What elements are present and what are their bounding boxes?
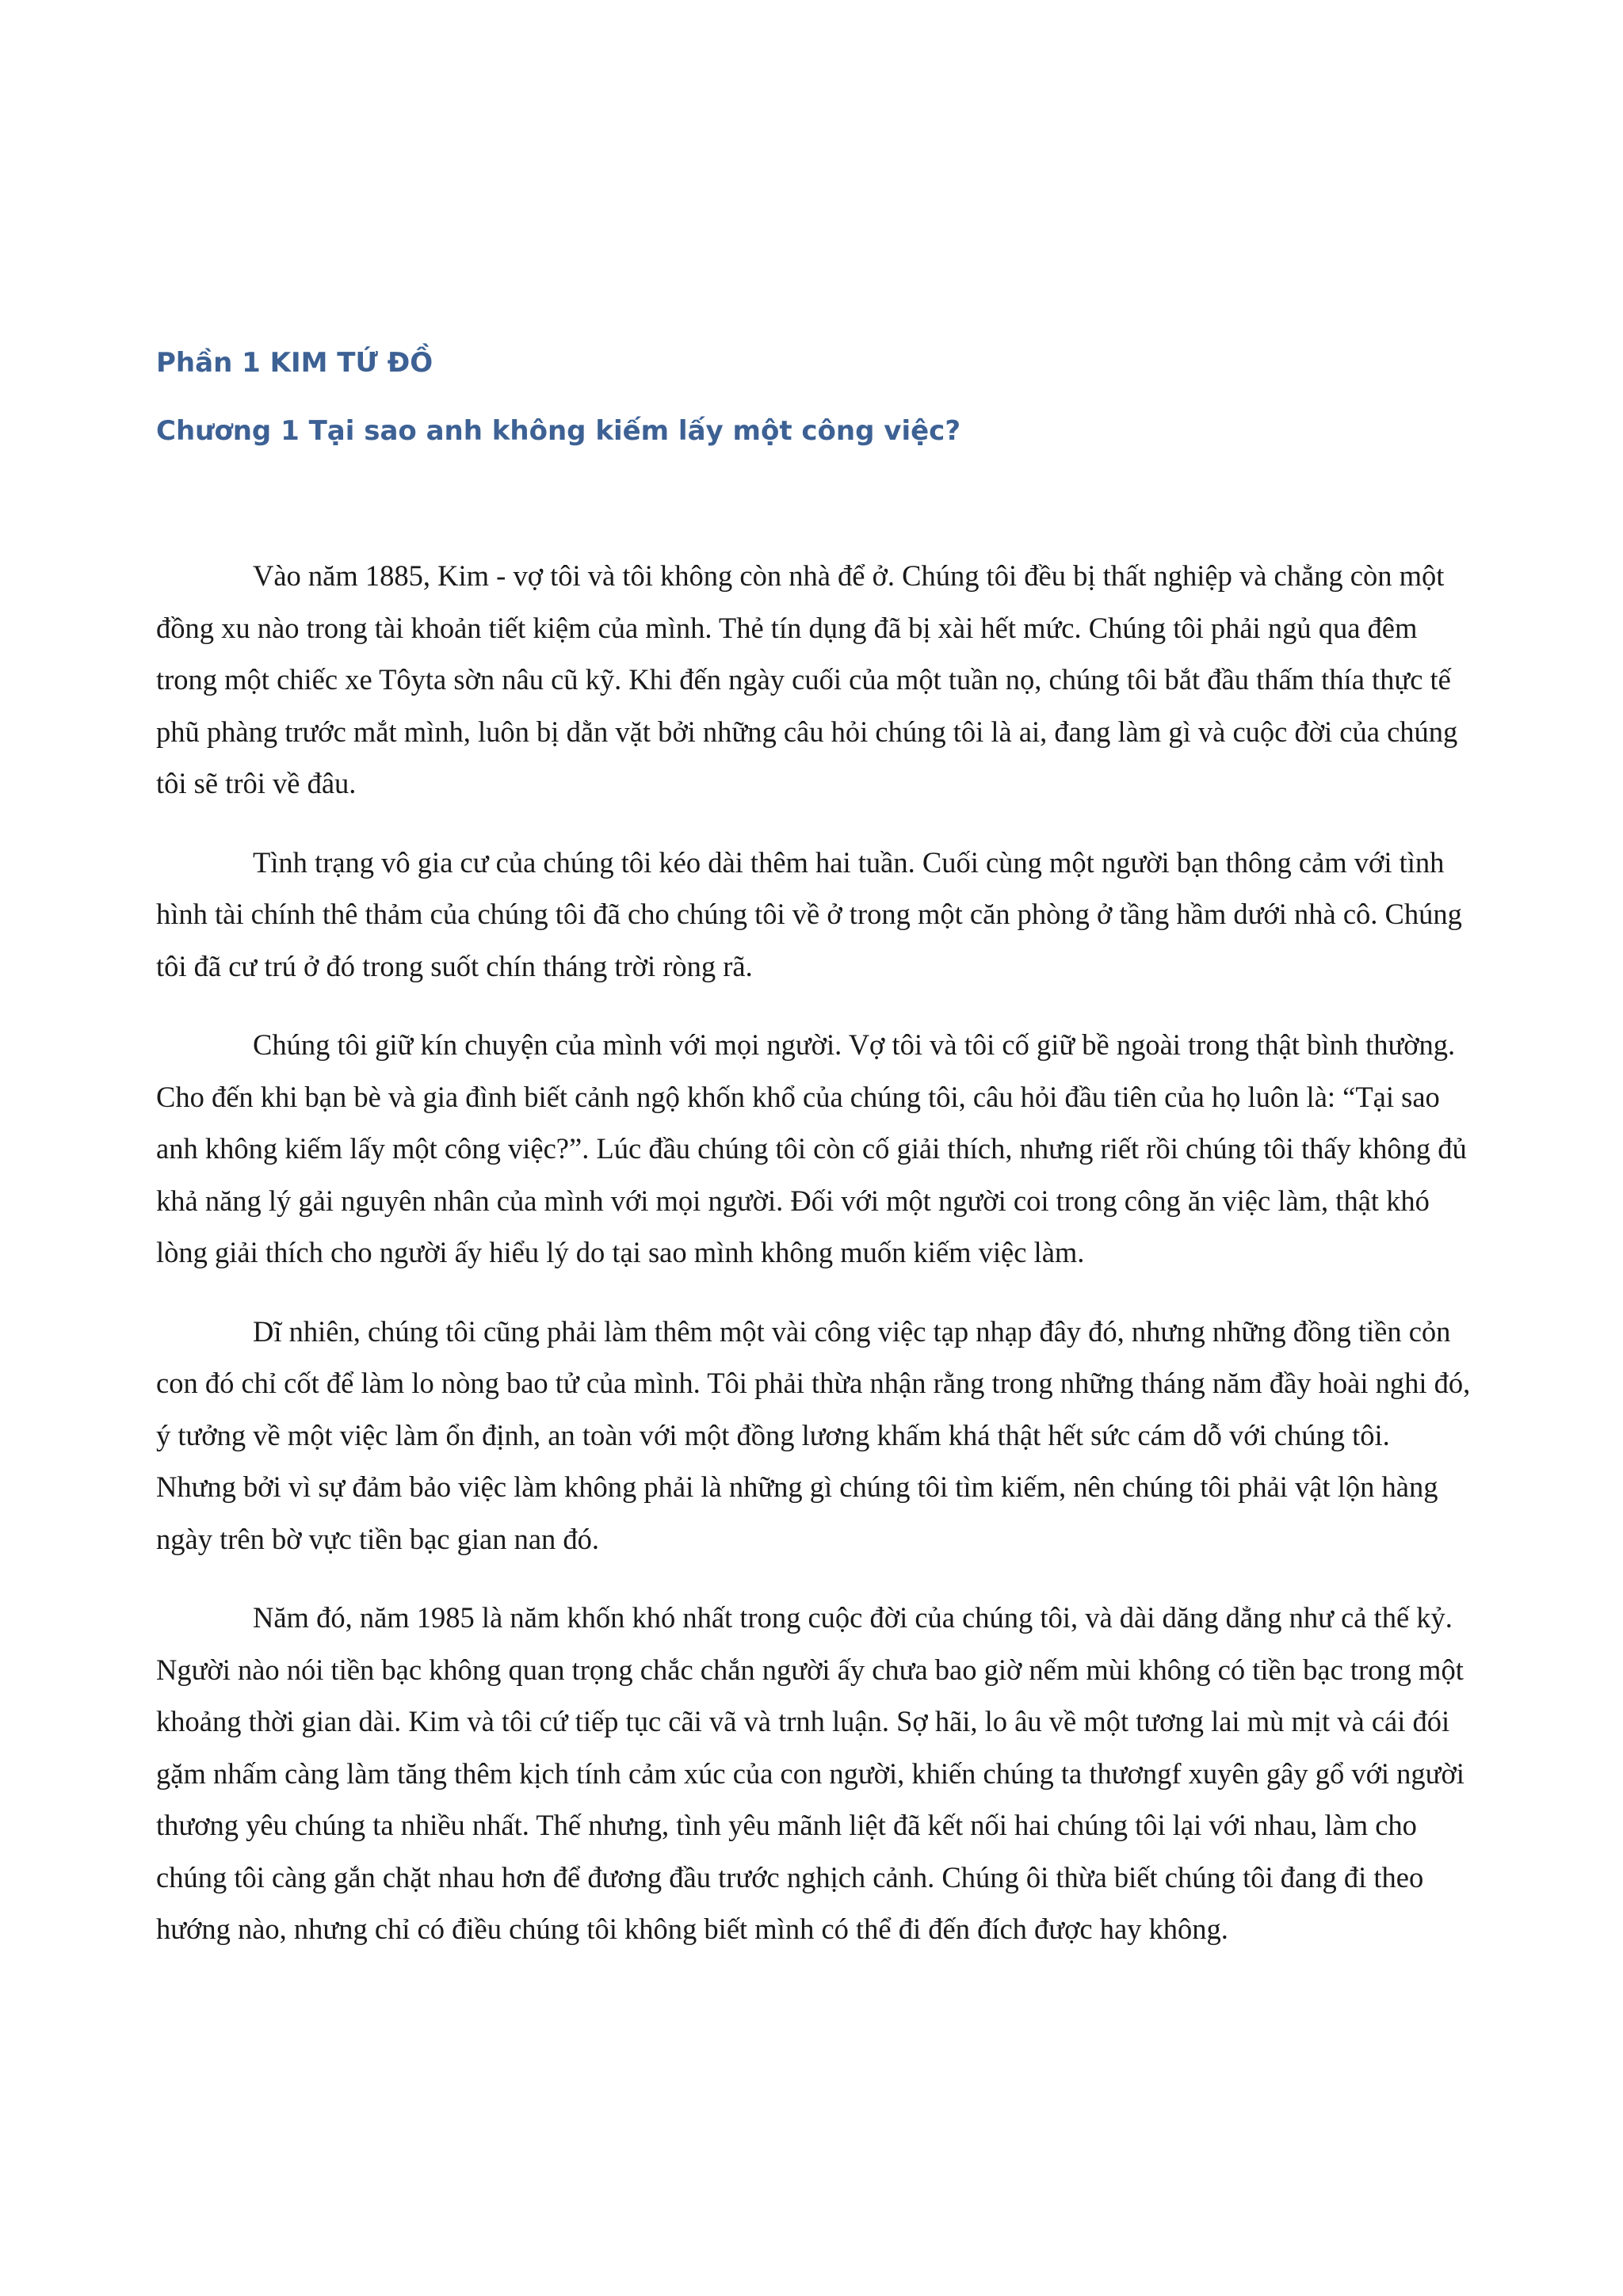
paragraph-2: Tình trạng vô gia cư của chúng tôi kéo dài thêm hai tuần. Cuối cùng một người bạn thông cảm với tình hình tài chính thê thảm của chúng tôi đã cho chúng tôi về ở trong một căn phòng ở tầng hầm dưới nhà cô. Chúng tôi đã cư trú ở đó trong suốt chín tháng trời ròng rã. <box>156 845 1462 982</box>
chapter-title: Chương 1 Tại sao anh không kiếm lấy một công việc? <box>156 415 961 447</box>
chapter-body <box>156 550 1472 1955</box>
paragraph-5: Năm đó, năm 1985 là năm khốn khó nhất trong cuộc đời của chúng tôi, và dài dăng dẳng như cả thế kỷ. Người nào nói tiền bạc không quan trọng chắc chắn người ấy chưa bao giờ nếm mùi không có tiền bạc trong một khoảng thời gian dài. Kim và tôi cứ tiếp tục cãi vã và trnh luận. Sợ hãi, lo âu về một tương lai mù mịt và cái đói gặm nhấm càng làm tăng thêm kịch tính cảm xúc của con người, khiến chúng ta thươngf xuyên gây gổ với người thương yêu chúng ta nhiều nhất. Thế nhưng, tình yêu mãnh liệt đã kết nối hai chúng tôi lại với nhau, làm cho chúng tôi càng gắn chặt nhau hơn để đương đầu trước nghịch cảnh. Chúng ôi thừa biết chúng tôi đang đi theo hướng nào, nhưng chỉ có điều chúng tôi không biết mình có thể đi đến đích được hay không. <box>156 1601 1465 1945</box>
paragraph-4: Dĩ nhiên, chúng tôi cũng phải làm thêm một vài công việc tạp nhạp đây đó, nhưng những đồng tiền cỏn con đó chỉ cốt để làm lo nòng bao tử của mình. Tôi phải thừa nhận rằng trong những tháng năm đầy hoài nghi đó, ý tưởng về một việc làm ổn định, an toàn với một đồng lương khấm khá thật hết sức cám dỗ với chúng tôi. Nhưng bởi vì sự đảm bảo việc làm không phải là những gì chúng tôi tìm kiếm, nên chúng tôi phải vật lộn hàng ngày trên bờ vực tiền bạc gian nan đó. <box>156 1314 1471 1555</box>
paragraph-3: Chúng tôi giữ kín chuyện của mình với mọi người. Vợ tôi và tôi cố giữ bề ngoài trong thật bình thường. Cho đến khi bạn bè và gia đình biết cảnh ngộ khốn khổ của chúng tôi, câu hỏi đầu tiên của họ luôn là: “Tại sao anh không kiếm lấy một công việc?”. Lúc đầu chúng tôi còn cố giải thích, nhưng riết rồi chúng tôi thấy không đủ khả năng lý gải nguyên nhân của mình với mọi người. Đối với một người coi trong công ăn việc làm, thật khó lòng giải thích cho người ấy hiểu lý do tại sao mình không muốn kiếm việc làm. <box>156 1028 1467 1268</box>
part-title: Phần 1 KIM TỨ ĐỒ <box>156 347 433 379</box>
document-content <box>156 345 1472 1982</box>
paragraph-1: Vào năm 1885, Kim - vợ tôi và tôi không còn nhà để ở. Chúng tôi đều bị thất nghiệp và chẳng còn một đồng xu nào trong tài khoản tiết kiệm của mình. Thẻ tín dụng đã bị xài hết mức. Chúng tôi phải ngủ qua đêm trong một chiếc xe Tôyta sờn nâu cũ kỹ. Khi đến ngày cuối của một tuần nọ, chúng tôi bắt đầu thấm thía thực tế phũ phàng trước mắt mình, luôn bị dằn vặt bởi những câu hỏi chúng tôi là ai, đang làm gì và cuộc đời của chúng tôi sẽ trôi về đâu. <box>156 559 1458 799</box>
